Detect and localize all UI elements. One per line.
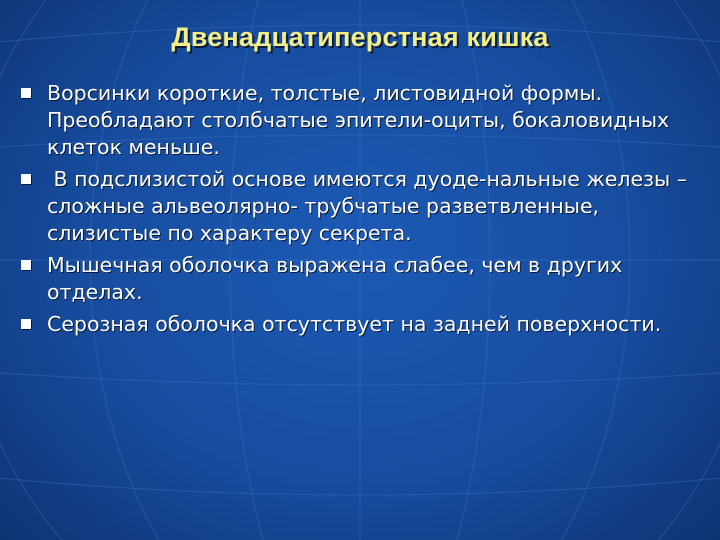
bullet-list: [18, 80, 708, 343]
square-bullet-icon: [21, 174, 31, 184]
slide-title: Двенадцатиперстная кишка: [171, 22, 549, 52]
bullet-text: Серозная оболочка отсутствует на задней поверхности.: [47, 312, 662, 336]
square-bullet-icon: [21, 319, 31, 329]
bullet-item: [18, 252, 708, 306]
bullet-text: Ворсинки короткие, толстые, листовидной формы. Преобладают столбчатые эпители-оциты, бокаловидных клеток меньше.: [47, 81, 670, 159]
square-bullet-icon: [21, 88, 31, 98]
bullet-item: [18, 80, 708, 161]
bullet-text: Мышечная оболочка выражена слабее, чем в других отделах.: [47, 253, 623, 304]
square-bullet-icon: [21, 260, 31, 270]
bullet-text: В подслизистой основе имеются дуоде-нальные железы – сложные альвеолярно- трубчатые разветвленные, слизистые по характеру секрета.: [47, 167, 694, 245]
bullet-item: [18, 311, 708, 338]
bullet-item: [18, 166, 708, 247]
